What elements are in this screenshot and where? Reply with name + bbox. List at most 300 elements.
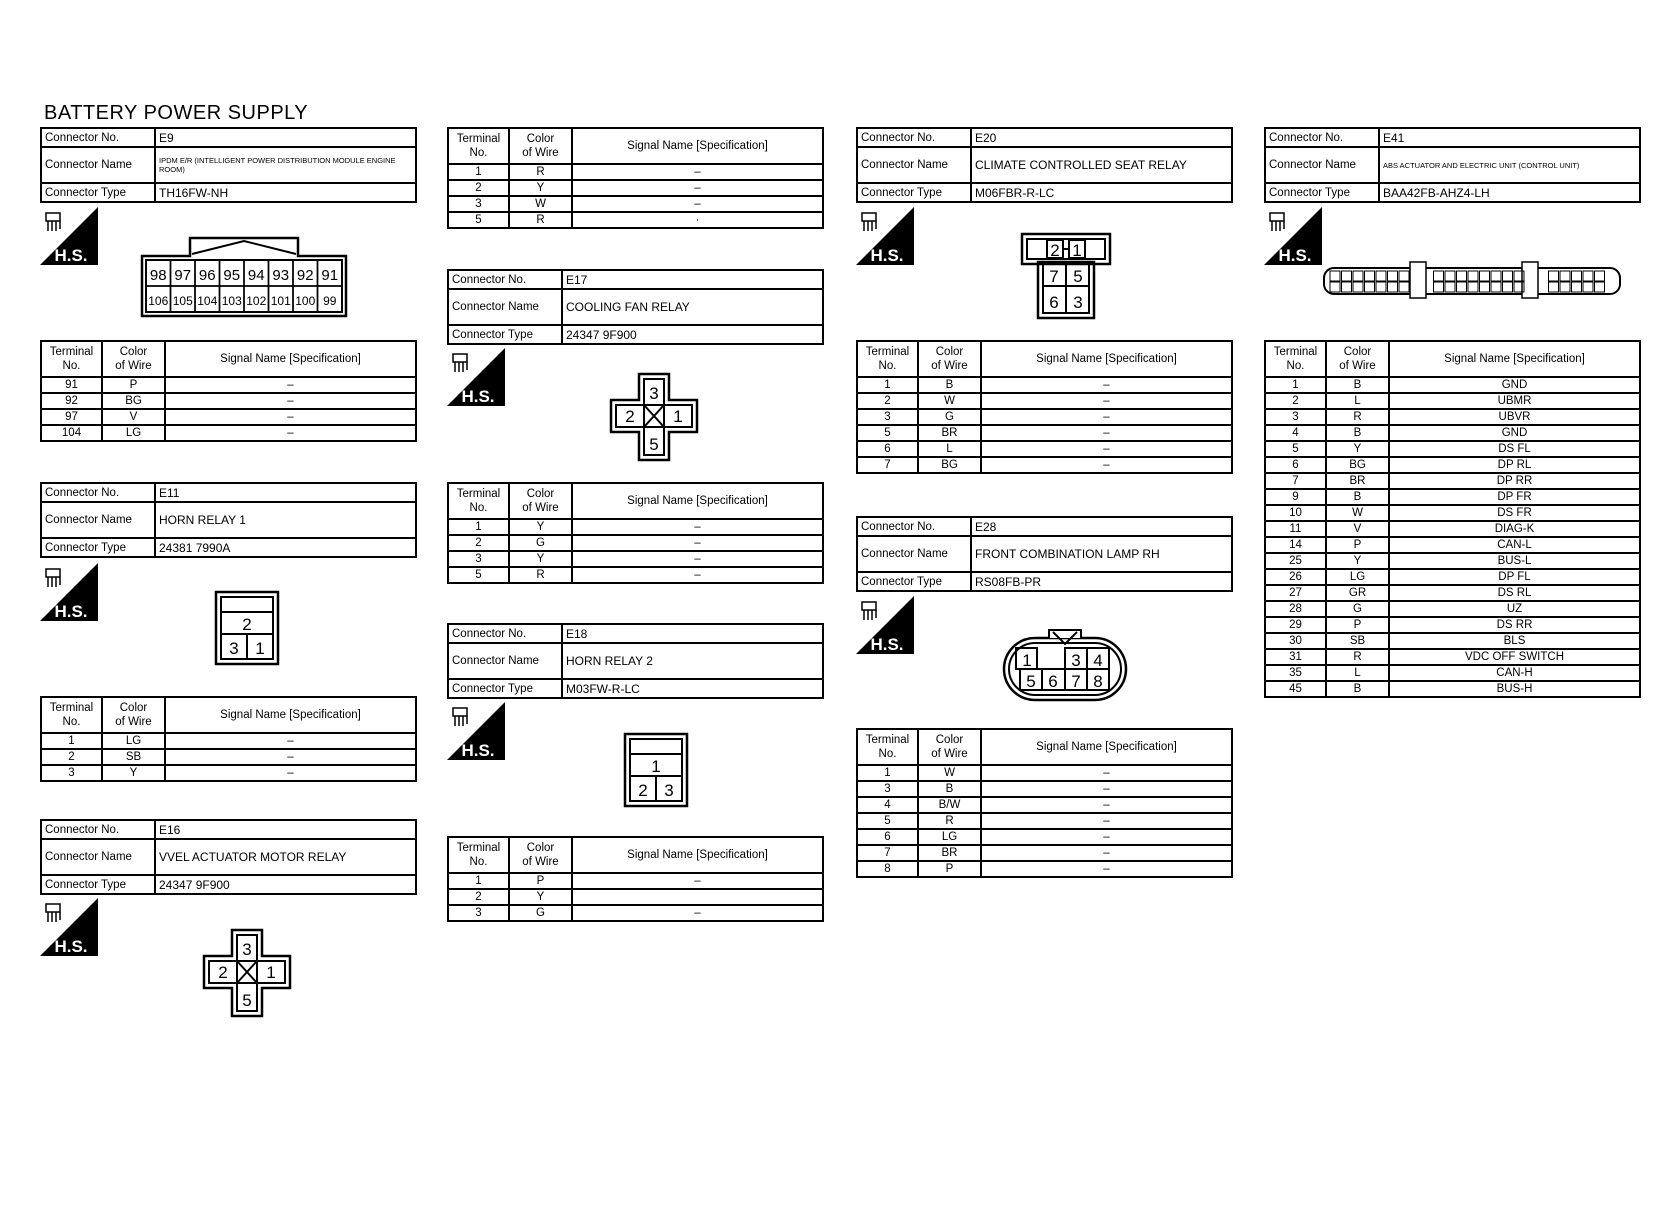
- table-row: [448, 873, 823, 889]
- pin-label: 104: [197, 294, 218, 308]
- signal-name: DP RL: [1389, 457, 1640, 473]
- table-header: [448, 837, 823, 873]
- signal-name: DP FL: [1389, 569, 1640, 585]
- wire-color: BG: [102, 393, 165, 409]
- wire-color: LG: [102, 425, 165, 441]
- svg-text:2: 2: [242, 615, 252, 634]
- wire-color: BG: [918, 457, 981, 473]
- connector-e41-diagram: [1322, 258, 1624, 307]
- terminal-no: 26: [1265, 569, 1326, 585]
- table-row: [857, 457, 1232, 473]
- table-header: [1265, 341, 1640, 377]
- connector-e28-info: Connector No. E28 Connector Name FRONT COMBINATION LAMP RH Connector Type RS08FB-PR: [856, 516, 1233, 592]
- wire-color: Y: [1326, 441, 1389, 457]
- signal-name: –: [572, 180, 823, 196]
- harness-side-icon: [40, 207, 98, 265]
- terminal-no-header: Terminal No.: [41, 341, 102, 377]
- table-row: [857, 829, 1232, 845]
- terminal-no: 4: [857, 797, 918, 813]
- connector-e9-diagram: [140, 232, 360, 327]
- wire-color: W: [1326, 505, 1389, 521]
- wire-color: B: [918, 377, 981, 393]
- terminal-no: 2: [1265, 393, 1326, 409]
- connector-name: HORN RELAY 1: [155, 502, 416, 538]
- terminal-no: 2: [857, 393, 918, 409]
- terminal-no: 11: [1265, 521, 1326, 537]
- terminal-no-header: Terminal No.: [448, 837, 509, 873]
- signal-name: –: [572, 873, 823, 889]
- terminal-no: 1: [448, 519, 509, 535]
- pin-label: 98: [149, 267, 167, 284]
- signal-name: DS FL: [1389, 441, 1640, 457]
- signal-name: –: [572, 196, 823, 212]
- terminal-no: 6: [857, 829, 918, 845]
- terminal-no: 91: [41, 377, 102, 393]
- signal-name: ·: [572, 212, 823, 228]
- pin-label: 91: [321, 267, 339, 284]
- connector-e28-terminal-table: [856, 728, 1233, 878]
- table-row: [1265, 569, 1640, 585]
- connector-name: VVEL ACTUATOR MOTOR RELAY: [155, 839, 416, 875]
- pin-label: 95: [223, 267, 241, 284]
- harness-side-icon: [40, 898, 98, 956]
- signal-name: –: [981, 409, 1232, 425]
- svg-text:3: 3: [1073, 293, 1083, 312]
- svg-text:5: 5: [1073, 267, 1083, 286]
- color-of-wire-header: Color of Wire: [509, 837, 572, 873]
- terminal-no: 3: [857, 409, 918, 425]
- harness-side-icon: [1264, 207, 1322, 265]
- signal-name: DIAG-K: [1389, 521, 1640, 537]
- signal-name: UBVR: [1389, 409, 1640, 425]
- svg-text:8: 8: [1093, 672, 1103, 691]
- table-row: [448, 180, 823, 196]
- signal-name: –: [165, 393, 416, 409]
- connector-number: E20: [971, 128, 1232, 147]
- terminal-no: 2: [448, 889, 509, 905]
- svg-text:4: 4: [1093, 651, 1103, 670]
- terminal-no: 1: [1265, 377, 1326, 393]
- wire-color: R: [509, 212, 572, 228]
- signal-name-header: Signal Name [Specification]: [165, 341, 416, 377]
- connector-e11-terminal-table: [40, 696, 417, 782]
- pin-label: 101: [270, 294, 291, 308]
- color-of-wire-header: Color of Wire: [918, 341, 981, 377]
- connector-e9-info: Connector No. E9 Connector Name IPDM E/R (INTELLIGENT POWER DISTRIBUTION MODULE ENGINE ROOM) Connector Type TH16FW-NH: [40, 127, 417, 203]
- connector-e20-diagram: [1020, 232, 1112, 325]
- harness-side-icon: [40, 563, 98, 621]
- signal-name: –: [981, 765, 1232, 781]
- table-row: [1265, 617, 1640, 633]
- table-row: [857, 393, 1232, 409]
- signal-name: –: [981, 393, 1232, 409]
- wire-color: BR: [918, 425, 981, 441]
- table-row: [448, 889, 823, 905]
- wire-color: R: [509, 164, 572, 180]
- color-of-wire-header: Color of Wire: [102, 341, 165, 377]
- harness-side-icon: [447, 348, 505, 406]
- signal-name: DS RL: [1389, 585, 1640, 601]
- svg-text:H.S.: H.S.: [870, 246, 904, 265]
- terminal-no: 3: [41, 765, 102, 781]
- signal-name: –: [981, 845, 1232, 861]
- terminal-no: 3: [448, 196, 509, 212]
- terminal-no: 104: [41, 425, 102, 441]
- signal-name: UZ: [1389, 601, 1640, 617]
- terminal-no-header: Terminal No.: [857, 729, 918, 765]
- table-row: [41, 409, 416, 425]
- table-row: [1265, 537, 1640, 553]
- table-row: [41, 393, 416, 409]
- table-row: [448, 905, 823, 921]
- table-row: [448, 212, 823, 228]
- svg-text:H.S.: H.S.: [1278, 246, 1312, 265]
- signal-name: –: [572, 567, 823, 583]
- svg-text:1: 1: [255, 639, 265, 658]
- connector-number: E9: [155, 128, 416, 147]
- table-row: [1265, 393, 1640, 409]
- wire-color: V: [102, 409, 165, 425]
- svg-text:H.S.: H.S.: [54, 246, 88, 265]
- terminal-no: 30: [1265, 633, 1326, 649]
- table-row: [448, 519, 823, 535]
- pin-label: 93: [272, 267, 290, 284]
- connector-number: E18: [562, 624, 823, 643]
- page-title: BATTERY POWER SUPPLY: [44, 102, 309, 124]
- signal-name: –: [572, 905, 823, 921]
- table-row: [1265, 457, 1640, 473]
- table-row: [857, 409, 1232, 425]
- wire-color: B: [1326, 489, 1389, 505]
- terminal-no: 5: [857, 813, 918, 829]
- pin-label: 2: [625, 407, 635, 426]
- signal-name: DP RR: [1389, 473, 1640, 489]
- svg-text:1: 1: [651, 757, 661, 776]
- connector-e11-diagram: [214, 590, 280, 671]
- wire-color: Y: [509, 180, 572, 196]
- terminal-no: 1: [448, 164, 509, 180]
- wire-color: Y: [1326, 553, 1389, 569]
- wire-color: P: [1326, 617, 1389, 633]
- wire-color: W: [509, 196, 572, 212]
- pin-label: 99: [323, 294, 337, 308]
- table-row: [1265, 425, 1640, 441]
- svg-text:5: 5: [1026, 672, 1036, 691]
- terminal-no: 3: [1265, 409, 1326, 425]
- signal-name: DP FR: [1389, 489, 1640, 505]
- wire-color: Y: [509, 889, 572, 905]
- wire-color: BR: [918, 845, 981, 861]
- connector-e20-terminal-table: [856, 340, 1233, 474]
- signal-name: –: [981, 441, 1232, 457]
- terminal-no: 3: [448, 905, 509, 921]
- terminal-no: 1: [857, 377, 918, 393]
- terminal-no: 1: [448, 873, 509, 889]
- pin-label: 3: [242, 940, 252, 959]
- pin-label: 103: [221, 294, 242, 308]
- table-row: [448, 535, 823, 551]
- signal-name: UBMR: [1389, 393, 1640, 409]
- connector-e17-diagram: [609, 372, 699, 467]
- signal-name: –: [981, 425, 1232, 441]
- signal-name-header: Signal Name [Specification]: [165, 697, 416, 733]
- signal-name: –: [981, 813, 1232, 829]
- terminal-no: 7: [1265, 473, 1326, 489]
- table-header: [41, 341, 416, 377]
- signal-name: –: [572, 519, 823, 535]
- table-row: [857, 813, 1232, 829]
- color-of-wire-header: Color of Wire: [918, 729, 981, 765]
- table-row: [1265, 409, 1640, 425]
- connector-e28-diagram: [1002, 626, 1128, 711]
- wire-color: L: [1326, 393, 1389, 409]
- connector-name: ABS ACTUATOR AND ELECTRIC UNIT (CONTROL UNIT): [1379, 147, 1640, 183]
- wire-color: Y: [509, 519, 572, 535]
- connector-name: COOLING FAN RELAY: [562, 289, 823, 325]
- signal-name: BUS-H: [1389, 681, 1640, 697]
- terminal-no: 25: [1265, 553, 1326, 569]
- table-row: [1265, 505, 1640, 521]
- signal-name: VDC OFF SWITCH: [1389, 649, 1640, 665]
- connector-type: RS08FB-PR: [971, 572, 1232, 591]
- connector-type: 24381 7990A: [155, 538, 416, 557]
- signal-name-header: Signal Name [Specification]: [981, 341, 1232, 377]
- terminal-no: 1: [41, 733, 102, 749]
- table-row: [448, 196, 823, 212]
- svg-text:1: 1: [1072, 241, 1082, 260]
- pin-label: 94: [247, 267, 265, 284]
- signal-name-header: Signal Name [Specification]: [572, 128, 823, 164]
- pin-label: 1: [266, 963, 276, 982]
- table-row: [1265, 473, 1640, 489]
- table-header: [41, 697, 416, 733]
- terminal-no: 2: [448, 535, 509, 551]
- wire-color: G: [509, 905, 572, 921]
- wire-color: R: [1326, 409, 1389, 425]
- wire-color: SB: [102, 749, 165, 765]
- connector-number: E28: [971, 517, 1232, 536]
- table-row: [857, 861, 1232, 877]
- svg-text:H.S.: H.S.: [461, 387, 495, 406]
- table-row: [1265, 601, 1640, 617]
- svg-text:3: 3: [664, 781, 674, 800]
- connector-e41-terminal-table: [1264, 340, 1641, 698]
- wire-color: SB: [1326, 633, 1389, 649]
- table-row: [1265, 681, 1640, 697]
- terminal-no-header: Terminal No.: [1265, 341, 1326, 377]
- signal-name: BLS: [1389, 633, 1640, 649]
- svg-text:6: 6: [1049, 293, 1059, 312]
- table-row: [1265, 665, 1640, 681]
- signal-name: CAN-L: [1389, 537, 1640, 553]
- signal-name-header: Signal Name [Specification]: [981, 729, 1232, 765]
- connector-e16-terminal-table: [447, 127, 824, 229]
- svg-text:H.S.: H.S.: [461, 741, 495, 760]
- wire-color: R: [509, 567, 572, 583]
- wire-color: L: [1326, 665, 1389, 681]
- table-header: [448, 128, 823, 164]
- terminal-no: 8: [857, 861, 918, 877]
- pin-label: 100: [295, 294, 316, 308]
- terminal-no: 14: [1265, 537, 1326, 553]
- wire-color: P: [918, 861, 981, 877]
- terminal-no: 1: [857, 765, 918, 781]
- connector-name: IPDM E/R (INTELLIGENT POWER DISTRIBUTION MODULE ENGINE ROOM): [155, 147, 416, 183]
- wire-color: Y: [102, 765, 165, 781]
- wire-color: B: [1326, 377, 1389, 393]
- connector-e18-terminal-table: [447, 836, 824, 922]
- table-row: [857, 765, 1232, 781]
- pin-label: 3: [649, 384, 659, 403]
- table-row: [857, 377, 1232, 393]
- color-of-wire-header: Color of Wire: [509, 128, 572, 164]
- terminal-no: 97: [41, 409, 102, 425]
- signal-name: –: [981, 781, 1232, 797]
- table-row: [1265, 377, 1640, 393]
- signal-name: GND: [1389, 425, 1640, 441]
- connector-e16-info: Connector No. E16 Connector Name VVEL ACTUATOR MOTOR RELAY Connector Type 24347 9F900: [40, 819, 417, 895]
- table-row: [41, 749, 416, 765]
- pin-label: 1: [673, 407, 683, 426]
- signal-name: DS FR: [1389, 505, 1640, 521]
- terminal-no: 6: [1265, 457, 1326, 473]
- wire-color: BR: [1326, 473, 1389, 489]
- wire-color: W: [918, 765, 981, 781]
- connector-e20-info: Connector No. E20 Connector Name CLIMATE CONTROLLED SEAT RELAY Connector Type M06FBR-R-LC: [856, 127, 1233, 203]
- table-header: [857, 729, 1232, 765]
- pin-label: 102: [246, 294, 267, 308]
- signal-name: –: [572, 535, 823, 551]
- harness-side-icon: [447, 702, 505, 760]
- table-header: [857, 341, 1232, 377]
- signal-name: GND: [1389, 377, 1640, 393]
- wire-color: G: [918, 409, 981, 425]
- terminal-no: 7: [857, 845, 918, 861]
- signal-name: [572, 889, 823, 905]
- table-row: [857, 845, 1232, 861]
- pin-label: 5: [649, 435, 659, 454]
- wire-color: G: [509, 535, 572, 551]
- wire-color: P: [509, 873, 572, 889]
- table-row: [1265, 553, 1640, 569]
- table-row: [41, 765, 416, 781]
- connector-number: E17: [562, 270, 823, 289]
- terminal-no-header: Terminal No.: [448, 128, 509, 164]
- pin-label: 105: [172, 294, 193, 308]
- terminal-no: 5: [1265, 441, 1326, 457]
- wire-color: P: [1326, 537, 1389, 553]
- color-of-wire-header: Color of Wire: [509, 483, 572, 519]
- signal-name: –: [981, 861, 1232, 877]
- wire-color: B: [1326, 681, 1389, 697]
- wire-color: LG: [1326, 569, 1389, 585]
- signal-name: –: [165, 425, 416, 441]
- connector-name: FRONT COMBINATION LAMP RH: [971, 536, 1232, 572]
- color-of-wire-header: Color of Wire: [102, 697, 165, 733]
- signal-name: –: [165, 733, 416, 749]
- terminal-no: 6: [857, 441, 918, 457]
- table-row: [41, 733, 416, 749]
- wire-color: B: [1326, 425, 1389, 441]
- table-row: [857, 441, 1232, 457]
- table-row: [1265, 489, 1640, 505]
- terminal-no: 10: [1265, 505, 1326, 521]
- table-row: [1265, 633, 1640, 649]
- terminal-no: 4: [1265, 425, 1326, 441]
- pin-label: 5: [242, 991, 252, 1010]
- terminal-no: 35: [1265, 665, 1326, 681]
- color-of-wire-header: Color of Wire: [1326, 341, 1389, 377]
- terminal-no: 31: [1265, 649, 1326, 665]
- connector-number: E11: [155, 483, 416, 502]
- wire-color: R: [1326, 649, 1389, 665]
- connector-name: CLIMATE CONTROLLED SEAT RELAY: [971, 147, 1232, 183]
- svg-text:3: 3: [229, 639, 239, 658]
- terminal-no: 2: [41, 749, 102, 765]
- table-row: [448, 567, 823, 583]
- pin-label: 106: [148, 294, 169, 308]
- pin-label: 96: [198, 267, 216, 284]
- pin-label: 2: [218, 963, 228, 982]
- table-row: [41, 377, 416, 393]
- connector-type: M03FW-R-LC: [562, 679, 823, 698]
- svg-text:7: 7: [1071, 672, 1081, 691]
- terminal-no: 3: [857, 781, 918, 797]
- svg-text:6: 6: [1048, 672, 1058, 691]
- wire-color: Y: [509, 551, 572, 567]
- connector-e16-diagram: [202, 928, 292, 1023]
- wire-color: GR: [1326, 585, 1389, 601]
- signal-name: –: [165, 377, 416, 393]
- terminal-no: 5: [448, 567, 509, 583]
- table-row: [857, 781, 1232, 797]
- signal-name-header: Signal Name [Specification]: [572, 483, 823, 519]
- table-row: [41, 425, 416, 441]
- wire-color: W: [918, 393, 981, 409]
- svg-text:7: 7: [1049, 267, 1059, 286]
- wire-color: G: [1326, 601, 1389, 617]
- pin-label: 92: [296, 267, 314, 284]
- wire-color: V: [1326, 521, 1389, 537]
- table-row: [857, 425, 1232, 441]
- connector-e9-terminal-table: [40, 340, 417, 442]
- harness-side-icon: [856, 596, 914, 654]
- signal-name: –: [981, 377, 1232, 393]
- connector-e18-diagram: [623, 732, 689, 813]
- wire-color: R: [918, 813, 981, 829]
- svg-text:2: 2: [1050, 241, 1060, 260]
- connector-number: E16: [155, 820, 416, 839]
- terminal-no-header: Terminal No.: [41, 697, 102, 733]
- signal-name: DS RR: [1389, 617, 1640, 633]
- table-row: [1265, 585, 1640, 601]
- connector-number: E41: [1379, 128, 1640, 147]
- connector-type: TH16FW-NH: [155, 183, 416, 202]
- signal-name: –: [572, 551, 823, 567]
- terminal-no: 5: [857, 425, 918, 441]
- terminal-no: 7: [857, 457, 918, 473]
- signal-name: –: [981, 797, 1232, 813]
- svg-text:2: 2: [638, 781, 648, 800]
- terminal-no: 29: [1265, 617, 1326, 633]
- terminal-no: 2: [448, 180, 509, 196]
- table-header: [448, 483, 823, 519]
- wire-color: B: [918, 781, 981, 797]
- wire-color: P: [102, 377, 165, 393]
- table-row: [448, 551, 823, 567]
- wire-color: B/W: [918, 797, 981, 813]
- terminal-no: 45: [1265, 681, 1326, 697]
